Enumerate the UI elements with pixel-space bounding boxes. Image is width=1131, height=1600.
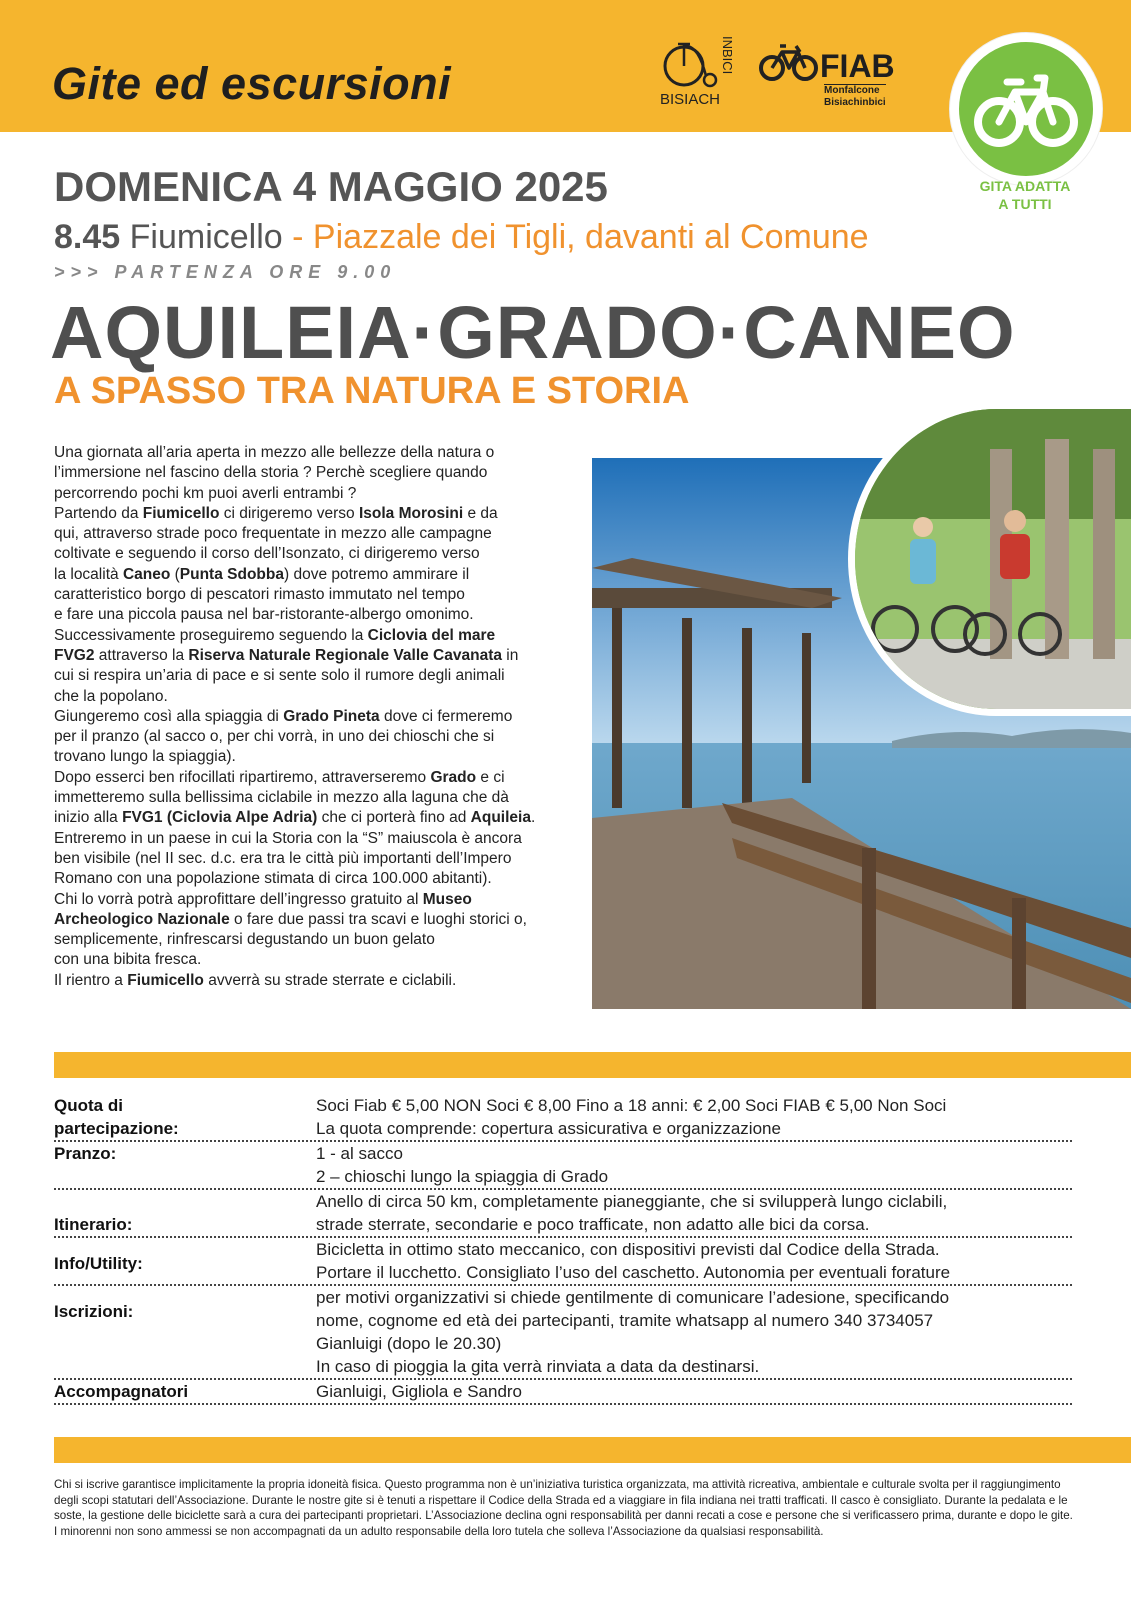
description-text: caratteristico borgo di pescatori rimasto immutato nel tempo [54, 586, 465, 604]
info-value-line: Bicicletta in ottimo stato meccanico, con dispositivi previsti dal Codice della Strada. [316, 1240, 940, 1259]
description-line [54, 626, 574, 646]
separator-band-top [54, 1052, 1131, 1078]
description-text: e fare una piccola pausa nel bar-ristorante-albergo omonimo. [54, 606, 474, 624]
info-label-line: Info/Utility: [54, 1254, 143, 1273]
info-label-line: partecipazione: [54, 1119, 179, 1138]
description-line [54, 646, 574, 666]
cyclists-illustration [855, 409, 1131, 709]
info-row [54, 1286, 1072, 1380]
description-line [54, 930, 574, 950]
info-value [316, 1286, 1072, 1378]
description-line [54, 727, 574, 747]
header-title: Gite ed escursioni [52, 58, 452, 109]
fiab-subtitle [824, 84, 886, 109]
bicycle-icon [959, 42, 1093, 176]
info-value-line: La quota comprende: copertura assicurativa e organizzazione [316, 1119, 781, 1138]
fiab-text: FIAB [820, 48, 895, 84]
description-highlight: Caneo [122, 565, 171, 583]
description-line [54, 869, 574, 889]
description-highlight: Isola Morosini [358, 504, 464, 522]
description-text: attraverso la [94, 646, 189, 664]
meeting-point: Piazzale dei Tigli, davanti al Comune [312, 218, 869, 256]
description-line [54, 971, 574, 991]
info-value [316, 1094, 1072, 1140]
description-line [54, 524, 574, 544]
description-text: e ci [476, 768, 505, 786]
info-row [54, 1190, 1072, 1238]
description-text: Chi lo vorrà potrà approfittare dell’ingresso gratuito al [54, 890, 423, 908]
badge-line2: A TUTTI [998, 196, 1052, 212]
fiab-sub-line2: Bisiachinbici [824, 97, 886, 108]
separator-band-bottom [54, 1437, 1131, 1463]
info-value [316, 1142, 1072, 1188]
badge-label [960, 177, 1090, 213]
fiab-bicycle-icon [758, 40, 820, 84]
description-text: ( [170, 565, 180, 583]
description-line [54, 544, 574, 564]
info-row [54, 1094, 1072, 1142]
description-line [54, 768, 574, 788]
logo1-text: BISIACH [660, 91, 721, 108]
info-label-line: Pranzo: [54, 1144, 117, 1163]
cyclists-photo [848, 402, 1131, 716]
description-text: ben visibile (nel II sec. d.c. era tra le città più importanti dell’Impero [54, 849, 512, 867]
info-label [54, 1142, 116, 1165]
description-line [54, 829, 574, 849]
description-line [54, 443, 574, 463]
description-text: . [530, 809, 536, 827]
description-line [54, 605, 574, 625]
description-line [54, 585, 574, 605]
info-label-line: Accompagnatori [54, 1382, 189, 1401]
description-line [54, 890, 574, 910]
description-text: o fare due passi tra scavi e luoghi storici o, [229, 910, 527, 928]
description-text: in [502, 646, 519, 664]
info-value-line: 2 – chioschi lungo la spiaggia di Grado [316, 1167, 609, 1186]
info-label-line: Quota di [54, 1096, 123, 1115]
description-text: Il rientro a [54, 971, 128, 989]
info-value-line: Gianluigi, Gigliola e Sandro [316, 1382, 523, 1401]
info-label [54, 1380, 188, 1403]
description-highlight: Museo [422, 890, 472, 908]
info-value-line: Portare il lucchetto. Consigliato l’uso del caschetto. Autonomia per eventuali forature [316, 1263, 951, 1282]
description-line [54, 950, 574, 970]
info-value-line: nome, cognome ed età dei partecipanti, tramite whatsapp al numero 340 3734057 [316, 1311, 934, 1330]
info-value [316, 1380, 1072, 1403]
info-value [316, 1190, 1072, 1236]
description-text: Romano con una popolazione stimata di circa 100.000 abitanti). [54, 870, 492, 888]
description-text: e da [463, 504, 498, 522]
description-text: cui si respira un’aria di pace e si sente solo il rumore degli animali [54, 667, 505, 685]
description-line [54, 747, 574, 767]
info-label [54, 1252, 143, 1275]
description-text: avverrà su strade sterrate e ciclabili. [203, 971, 457, 989]
penny-farthing-icon [660, 36, 720, 90]
description-text: Una giornata all’aria aperta in mezzo alle bellezze della natura o [54, 444, 495, 461]
info-label-line: Itinerario: [54, 1215, 133, 1234]
description-line [54, 687, 574, 707]
info-value-line: 1 - al sacco [316, 1144, 403, 1163]
gita-badge [950, 33, 1102, 185]
info-label [54, 1213, 132, 1236]
info-row [54, 1238, 1072, 1286]
info-value [316, 1238, 1072, 1284]
description-text: Entreremo in un paese in cui la Storia con la “S” maiuscola è ancora [54, 829, 522, 847]
description [54, 443, 574, 991]
description-text: Partendo da [54, 504, 143, 522]
description-line [54, 504, 574, 524]
description-highlight: Archeologico Nazionale [54, 910, 230, 928]
description-highlight: Fiumicello [127, 971, 204, 989]
description-highlight: Ciclovia del mare [367, 626, 496, 644]
description-text: per il pranzo (al sacco o, per chi vorrà, in uno dei chioschi che si [54, 728, 495, 746]
description-highlight: Aquileia [470, 809, 531, 827]
info-value-line: Gianluigi (dopo le 20.30) [316, 1334, 502, 1353]
description-text: la località [54, 565, 123, 583]
description-text: immetteremo sulla bellissima ciclabile in mezzo alla laguna che dà [54, 789, 509, 807]
description-text: con una bibita fresca. [54, 951, 202, 969]
description-line [54, 788, 574, 808]
description-text: Giungeremo così alla spiaggia di [54, 707, 284, 725]
description-text: ) dove potremo ammirare il [283, 565, 470, 583]
description-line [54, 707, 574, 727]
description-line [54, 666, 574, 686]
fiab-sub-line1: Monfalcone [824, 85, 880, 96]
description-text: che ci porterà fino ad [317, 809, 471, 827]
description-text: trovano lungo la spiaggia). [54, 748, 236, 766]
description-highlight: FVG1 (Ciclovia Alpe Adria) [122, 809, 318, 827]
description-text: qui, attraverso strade poco frequentate in mezzo alle campagne [54, 525, 492, 543]
info-label [54, 1094, 179, 1140]
event-place: Fiumicello [129, 218, 283, 256]
departure-time: >>> PARTENZA ORE 9.00 [54, 262, 397, 282]
route-title: AQUILEIA·GRADO·CANEO [50, 291, 1016, 374]
description-line [54, 484, 574, 504]
description-text: Successivamente proseguiremo seguendo la [54, 626, 368, 644]
description-text: l’immersione nel fascino della storia ? Perchè scegliere quando [54, 464, 488, 482]
description-line [54, 463, 574, 483]
description-highlight: Grado Pineta [283, 707, 380, 725]
route-subtitle: A SPASSO TRA NATURA E STORIA [54, 370, 690, 412]
description-text: inizio alla [54, 809, 123, 827]
description-text: dove ci fermeremo [379, 707, 513, 725]
description-text: coltivate e seguendo il corso dell’Isonzato, ci dirigeremo verso [54, 545, 480, 563]
info-value-line: strade sterrate, secondarie e poco trafficate, non adatto alle bici da corsa. [316, 1215, 870, 1234]
info-label [54, 1300, 133, 1323]
description-line [54, 849, 574, 869]
time-location [54, 218, 869, 257]
description-line [54, 565, 574, 585]
fiab-logo [758, 36, 898, 110]
description-text: Dopo esserci ben rifocillati ripartiremo, attraverseremo [54, 768, 431, 786]
description-text: che la popolano. [54, 687, 168, 705]
info-value-line: In caso di pioggia la gita verrà rinviata a data da destinarsi. [316, 1357, 760, 1376]
event-date: DOMENICA 4 MAGGIO 2025 [54, 163, 608, 210]
description-line [54, 808, 574, 828]
event-time: 8.45 [54, 218, 121, 256]
description-highlight: Punta Sdobba [179, 565, 284, 583]
disclaimer: Chi si iscrive garantisce implicitamente la propria idoneità fisica. Questo programma non è un’iniziativa turistica organizzata, ma attività ricreativa, ambientale e culturale svolta per il raggiungimento degli scopi statutari dell’Associazione. Durante le nostre gite si è tenuti a rispettare il Codice della Strada ed a viaggiare in fila indiana nei tratti trafficati. Il casco è consigliato. Durante la pedalata e le soste, la gestione delle biciclette sarà a cura dei partecipanti proprietari. L’Associazione declina ogni responsabilità per danni recati a cose e persone che si verificassero prima, durante e dopo le gite. I minorenni non sono ammessi se non accompagnati da un adulto responsabile della loro tutela che solleva l’Associazione da qualsiasi responsabilità. [54, 1478, 1073, 1538]
description-line [54, 910, 574, 930]
description-text: percorrendo pochi km puoi averli entrambi ? [54, 484, 357, 502]
info-value-line: Soci Fiab € 5,00 NON Soci € 8,00 Fino a 18 anni: € 2,00 Soci FIAB € 5,00 Non Soci [316, 1096, 947, 1115]
time-separator: - [292, 218, 304, 256]
info-table [54, 1094, 1072, 1405]
info-label-line: Iscrizioni: [54, 1302, 134, 1321]
description-text: semplicemente, rinfrescarsi degustando un buon gelato [54, 931, 435, 949]
description-highlight: Fiumicello [142, 504, 220, 522]
description-highlight: Riserva Naturale Regionale Valle Cavanata [188, 646, 502, 664]
badge-line1: GITA ADATTA [979, 178, 1071, 194]
bisiachinbici-logo [660, 36, 740, 110]
info-row [54, 1380, 1072, 1405]
description-text: ci dirigeremo verso [219, 504, 359, 522]
description-highlight: FVG2 [54, 646, 95, 664]
description-highlight: Grado [430, 768, 477, 786]
info-row [54, 1142, 1072, 1190]
info-value-line: per motivi organizzativi si chiede gentilmente di comunicare l’adesione, specificando [316, 1288, 950, 1307]
logo1-vertical-text: INBICI [720, 36, 735, 75]
info-value-line: Anello di circa 50 km, completamente pianeggiante, che si svilupperà lungo ciclabili, [316, 1192, 948, 1211]
